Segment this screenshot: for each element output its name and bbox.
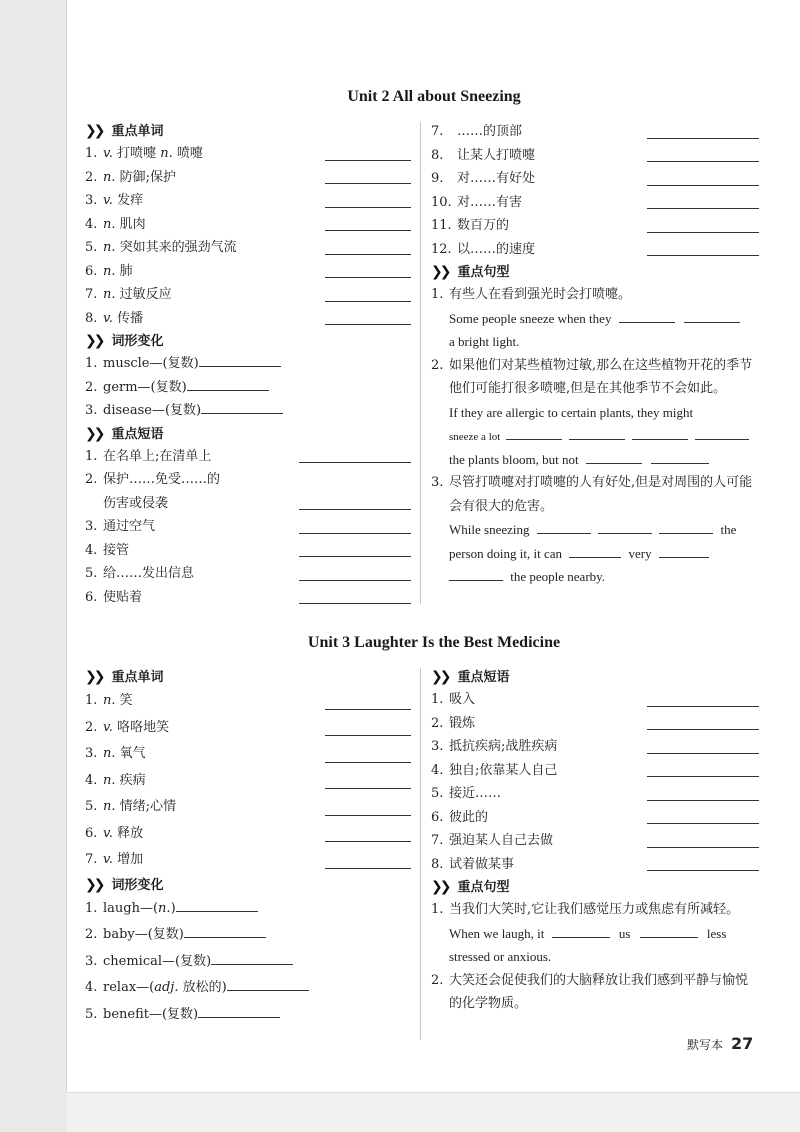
unit3-vocab-head: ❯❯ 重点单词 [85, 666, 411, 688]
item-prompt: 数百万的 [457, 218, 510, 233]
vocab-item [85, 794, 411, 821]
answer-blank[interactable] [684, 308, 740, 323]
word-form-item [85, 352, 411, 376]
item-prompt: 给……发出信息 [103, 566, 195, 581]
unit3-forms-head: ❯❯ 词形变化 [85, 874, 411, 896]
item-number: 4. [85, 772, 98, 788]
item-prompt: disease—(复数) [103, 403, 202, 418]
chevron-double-right-icon: ❯❯ [85, 333, 103, 349]
item-number: 1. [85, 146, 98, 161]
answer-blank[interactable] [325, 841, 411, 842]
item-prompt: n. 疾病 [103, 772, 146, 788]
unit3-sentence-1: 1. 当我们大笑时,它让我们感觉压力或焦虑有所减轻。 [431, 902, 740, 917]
vocab-item [85, 213, 411, 237]
unit2-forms-head: ❯❯ 词形变化 [85, 330, 411, 352]
unit3-sentence-2: 2. 大笑还会促使我们的大脑释放让我们感到平静与愉悦的化学物质。 [431, 972, 749, 1011]
phrase-item [431, 712, 759, 736]
chevron-double-right-icon: ❯❯ [431, 264, 449, 280]
unit2-s3-en-line1: While sneezing the [431, 518, 759, 542]
item-number: 6. [85, 825, 98, 841]
item-prompt: n. 笑 [103, 693, 133, 708]
answer-blank[interactable] [659, 519, 713, 534]
item-number: 2. [85, 169, 98, 185]
answer-blank[interactable] [325, 301, 411, 302]
unit2-sent-head: ❯❯ 重点句型 [431, 261, 759, 283]
item-prompt: 锻炼 [449, 715, 476, 731]
vocab-item [85, 166, 411, 190]
word-form-item [85, 896, 411, 923]
vocab-item [85, 307, 411, 331]
item-number: 7. [85, 287, 98, 302]
item-prompt: 接近…… [449, 786, 502, 801]
answer-blank[interactable] [659, 543, 709, 558]
item-prompt: chemical—(复数) [103, 953, 212, 969]
unit2-s3-en-line3: the people nearby. [431, 565, 759, 589]
word-form-item [85, 1002, 411, 1029]
item-number: 1. [85, 693, 98, 708]
item-number: 11. [431, 218, 452, 233]
phrase-item [431, 782, 759, 806]
unit3-forms-list [85, 896, 411, 1029]
vocab-item [85, 715, 411, 742]
unit2-phrases-list [85, 445, 411, 610]
vocab-item [85, 260, 411, 284]
phrase-item [85, 492, 411, 516]
item-number: 8. [85, 310, 98, 326]
answer-blank[interactable] [647, 776, 759, 777]
phrase-item [85, 515, 411, 539]
answer-blank[interactable] [325, 709, 411, 710]
answer-blank[interactable] [299, 509, 411, 510]
answer-blank[interactable] [506, 425, 562, 440]
unit3-column-divider [420, 668, 421, 1040]
answer-blank[interactable] [198, 1003, 280, 1018]
unit3-sent-head: ❯❯ 重点句型 [431, 876, 759, 898]
answer-blank[interactable] [552, 923, 610, 938]
unit2-right-column [431, 120, 759, 589]
answer-blank[interactable] [325, 160, 411, 161]
unit2-forms-list [85, 352, 411, 423]
item-number: 5. [85, 566, 98, 581]
item-number: 7. [431, 124, 444, 139]
item-number: 4. [85, 216, 98, 232]
item-number: 4. [431, 762, 444, 778]
unit3-vocab-list [85, 688, 411, 874]
item-prompt: v. 打喷嚏 n. 喷嚏 [103, 146, 203, 161]
answer-blank[interactable] [647, 161, 759, 162]
answer-blank[interactable] [598, 519, 652, 534]
item-prompt: v. 咯咯地笑 [103, 719, 170, 735]
answer-blank[interactable] [325, 207, 411, 208]
item-number: 1. [85, 900, 98, 916]
answer-blank[interactable] [325, 230, 411, 231]
item-number: 2. [85, 472, 98, 487]
vocab-item [85, 142, 411, 166]
word-form-item [85, 922, 411, 949]
vocab-item [85, 189, 411, 213]
answer-blank[interactable] [201, 399, 283, 414]
answer-blank[interactable] [569, 425, 625, 440]
unit2-s2-en-line1: If they are allergic to certain plants, they might [449, 404, 694, 420]
item-number: 6. [85, 263, 98, 279]
unit2-s3-en-line2: person doing it, it can very [431, 542, 759, 566]
answer-blank[interactable] [299, 533, 411, 534]
phrase-item [85, 468, 411, 492]
item-prompt: 对……有害 [457, 194, 523, 210]
phrase-item [431, 238, 759, 262]
answer-blank[interactable] [647, 232, 759, 233]
answer-blank[interactable] [325, 183, 411, 184]
answer-blank[interactable] [647, 729, 759, 730]
answer-blank[interactable] [325, 815, 411, 816]
phrase-item [431, 735, 759, 759]
item-prompt: 接管 [103, 542, 130, 558]
answer-blank[interactable] [325, 324, 411, 325]
item-number: 4. [85, 980, 98, 995]
vocab-item [85, 768, 411, 795]
item-number: 1. [85, 356, 98, 371]
phrase-item [431, 120, 759, 144]
item-prompt: 以……的速度 [457, 241, 536, 257]
answer-blank[interactable] [325, 254, 411, 255]
phrase-item [85, 445, 411, 469]
unit2-phrases-list-cont [431, 120, 759, 261]
item-prompt: v. 发痒 [103, 193, 144, 208]
item-prompt: muscle—(复数) [103, 356, 199, 371]
item-number: 12. [431, 241, 452, 257]
item-number: 2. [85, 719, 98, 735]
item-prompt: n. 突如其来的强劲气流 [103, 240, 237, 255]
answer-blank[interactable] [647, 870, 759, 871]
workbook-page [66, 0, 800, 1092]
unit2-sentence-3: 3. 尽管打喷嚏对打喷嚏的人有好处,但是对周围的人可能会有很大的危害。 [431, 475, 753, 514]
item-prompt: n. 肌肉 [103, 216, 146, 232]
unit2-title: Unit 2 All about Sneezing [347, 88, 521, 105]
item-prompt: n. 肺 [103, 263, 133, 279]
answer-blank[interactable] [299, 580, 411, 581]
item-prompt: 使贴着 [103, 589, 143, 605]
item-number: 5. [85, 240, 98, 255]
item-prompt: 通过空气 [103, 519, 156, 534]
item-number: 2. [85, 379, 98, 395]
answer-blank[interactable] [537, 519, 591, 534]
answer-blank[interactable] [199, 352, 281, 367]
phrase-item [431, 806, 759, 830]
word-form-item [85, 949, 411, 976]
item-number: 3. [85, 193, 98, 208]
item-prompt: 吸入 [449, 692, 476, 707]
item-number: 1. [85, 448, 98, 464]
unit3-title: Unit 3 Laughter Is the Best Medicine [307, 634, 561, 651]
answer-blank[interactable] [640, 923, 698, 938]
item-prompt: n. 氧气 [103, 746, 146, 761]
answer-blank[interactable] [184, 923, 266, 938]
unit2-s1-en-line1: Some people sneeze when they [431, 307, 759, 331]
item-number: 2. [431, 715, 444, 731]
item-prompt: 试着做某事 [449, 856, 515, 872]
item-prompt: v. 增加 [103, 852, 144, 867]
answer-blank[interactable] [586, 449, 642, 464]
item-number: 7. [431, 833, 444, 848]
item-number: 7. [85, 852, 98, 867]
answer-blank[interactable] [325, 788, 411, 789]
unit2-left-column [85, 120, 411, 609]
answer-blank[interactable] [651, 449, 709, 464]
phrase-item [431, 853, 759, 877]
item-prompt: germ—(复数) [103, 379, 187, 395]
page-bottom-margin [66, 1092, 800, 1132]
answer-blank[interactable] [325, 762, 411, 763]
sentence-cn: 有些人在看到强光时会打喷嚏。 [449, 287, 632, 302]
item-number: 10. [431, 194, 452, 210]
phrase-item [431, 191, 759, 215]
item-number: 1. [431, 692, 444, 707]
chevron-double-right-icon: ❯❯ [85, 669, 103, 685]
item-prompt: baby—(复数) [103, 927, 184, 942]
answer-blank[interactable] [227, 976, 309, 991]
item-number: 8. [431, 856, 444, 872]
phrase-item [85, 562, 411, 586]
answer-blank[interactable] [325, 735, 411, 736]
item-prompt: 伤害或侵袭 [103, 495, 169, 511]
word-form-item [85, 376, 411, 400]
item-number: 3. [431, 739, 444, 754]
item-prompt: ……的顶部 [457, 124, 523, 139]
item-number: 6. [85, 589, 98, 605]
item-prompt: 彼此的 [449, 809, 489, 825]
word-form-item [85, 975, 411, 1002]
phrase-item [431, 829, 759, 853]
answer-blank[interactable] [299, 603, 411, 604]
phrase-item [431, 688, 759, 712]
item-prompt: 在名单上;在清单上 [103, 448, 212, 464]
item-prompt: n. 情绪;心情 [103, 799, 177, 814]
chevron-double-right-icon: ❯❯ [85, 123, 103, 139]
chevron-double-right-icon: ❯❯ [85, 425, 103, 442]
unit2-sentence-1: 1. 有些人在看到强光时会打喷嚏。 [431, 287, 632, 302]
item-number: 8. [431, 147, 444, 163]
answer-blank[interactable] [647, 138, 759, 139]
item-prompt: v. 传播 [103, 310, 144, 326]
answer-blank[interactable] [449, 566, 503, 581]
answer-blank[interactable] [299, 462, 411, 463]
answer-blank[interactable] [325, 277, 411, 278]
phrase-item [431, 167, 759, 191]
vocab-item [85, 688, 411, 715]
chevron-double-right-icon: ❯❯ [431, 879, 449, 895]
item-prompt: 抵抗疾病;战胜疾病 [449, 739, 558, 754]
unit2-sentence-2: 2. 如果他们对某些植物过敏,那么在这些植物开花的季节他们可能打很多喷嚏,但是在其他季节不会如此。 [431, 357, 753, 396]
answer-blank[interactable] [619, 308, 675, 323]
item-prompt: 保护……免受……的 [103, 472, 221, 487]
vocab-item [85, 236, 411, 260]
chevron-double-right-icon: ❯❯ [431, 669, 449, 685]
unit3-phrases-head: ❯❯ 重点短语 [431, 666, 759, 688]
phrase-item [85, 539, 411, 563]
answer-blank[interactable] [647, 255, 759, 256]
unit3-phrases-list [431, 688, 759, 876]
item-number: 3. [85, 746, 98, 761]
unit2-s2-en-line3: the plants bloom, but not [431, 448, 759, 472]
answer-blank[interactable] [632, 425, 688, 440]
answer-blank[interactable] [647, 800, 759, 801]
unit2-vocab-list [85, 142, 411, 330]
page-footer [687, 1034, 753, 1053]
phrase-item [431, 759, 759, 783]
phrase-item [431, 214, 759, 238]
item-number: 5. [431, 786, 444, 801]
answer-blank[interactable] [647, 753, 759, 754]
item-prompt: n. 防御;保护 [103, 169, 177, 185]
item-prompt: 对……有好处 [457, 171, 536, 186]
answer-blank[interactable] [569, 543, 621, 558]
item-number: 3. [85, 519, 98, 534]
item-prompt: 强迫某人自己去做 [449, 833, 554, 848]
word-form-item [85, 399, 411, 423]
item-number: 3. [85, 403, 98, 418]
unit3-right-column [431, 666, 759, 1016]
unit3-left-column [85, 666, 411, 1028]
answer-blank[interactable] [647, 847, 759, 848]
vocab-item [85, 847, 411, 874]
item-prompt: n. 过敏反应 [103, 287, 172, 302]
answer-blank[interactable] [211, 950, 293, 965]
item-prompt: 独自;依靠某人自己 [449, 762, 558, 778]
answer-blank[interactable] [176, 897, 258, 912]
item-number: 9. [431, 171, 444, 186]
item-prompt: 让某人打喷嚏 [457, 147, 536, 163]
vocab-item [85, 741, 411, 768]
item-prompt: relax—(adj. 放松的) [103, 980, 227, 995]
unit2-s1-en-line2: a bright light. [449, 334, 520, 349]
answer-blank[interactable] [647, 706, 759, 707]
vocab-item [85, 283, 411, 307]
answer-blank[interactable] [695, 425, 749, 440]
answer-blank[interactable] [187, 376, 269, 391]
answer-blank[interactable] [325, 868, 411, 869]
item-prompt: laugh—(n.) [103, 900, 176, 916]
unit2-phrases-head: ❯❯ 重点短语 [85, 423, 411, 445]
unit2-column-divider [420, 122, 421, 604]
item-number: 2. [85, 927, 98, 942]
item-number: 4. [85, 542, 98, 558]
page-number: 27 [731, 1034, 754, 1053]
answer-blank[interactable] [299, 556, 411, 557]
phrase-item [85, 586, 411, 610]
unit3-s1-en-line2: stressed or anxious. [449, 949, 552, 964]
item-prompt: benefit—(复数) [103, 1006, 199, 1022]
vocab-item [85, 821, 411, 848]
unit2-vocab-head: ❯❯ 重点单词 [85, 120, 411, 142]
footer-label: 默写本 [687, 1038, 724, 1052]
phrase-item [431, 144, 759, 168]
item-number: 6. [431, 809, 444, 825]
item-number: 5. [85, 799, 98, 814]
answer-blank[interactable] [647, 185, 759, 186]
answer-blank[interactable] [647, 823, 759, 824]
item-prompt: v. 释放 [103, 825, 144, 841]
unit3-s1-en-line1: When we laugh, it us less [431, 922, 759, 946]
item-number: 5. [85, 1006, 98, 1022]
unit2-s2-en-line2: sneeze a lot [431, 424, 759, 448]
item-number: 3. [85, 953, 98, 969]
answer-blank[interactable] [647, 208, 759, 209]
chevron-double-right-icon: ❯❯ [85, 876, 103, 893]
